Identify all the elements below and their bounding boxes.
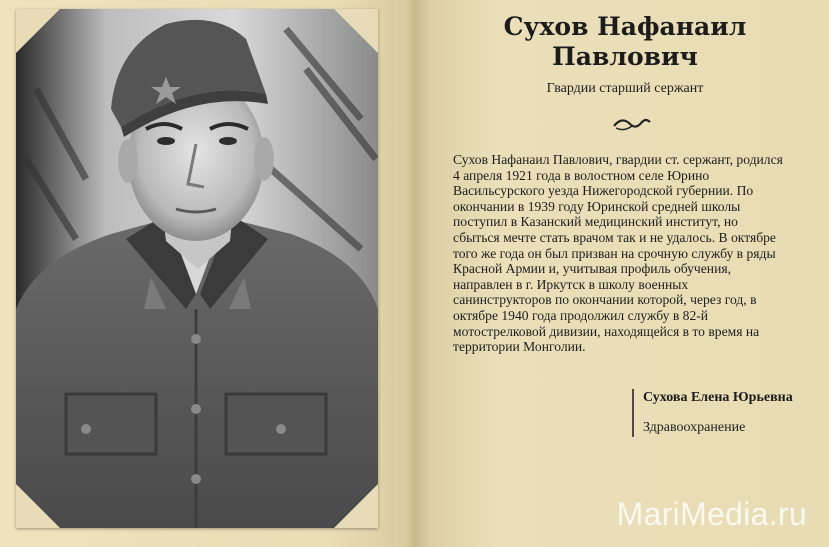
photo-corner-bottom-left [16,484,60,528]
soldier-portrait-image [16,9,378,528]
biography-text: Сухов Нафанаил Павлович, гвардии ст. сержант, родился 4 апреля 1921 года в волостном селе Юрино Васильсурского уезда Нижегородской губернии. По окончании в 1939 году Юринской средней школы поступил в Казанский медицинский институт, но сбыться мечте стать врачом так и не удалось. В октябре того же года он был призван на срочную службу в ряды Красной Армии и, учитывая профиль обучения, направлен в г. Иркутск в школу военных санинструкторов по окончании которой, через год, в октябре 1940 года продолжил службу в 82-й мотострелковой дивизии, находящейся в то время на территории Монголии. [453,152,783,355]
ornament-divider-icon [612,114,652,134]
portrait-photo [16,9,378,528]
photo-corner-top-right [334,9,378,53]
author-name: Сухова Елена Юрьевна [643,390,793,405]
person-name: Сухов Нафанаил Павлович [503,12,747,71]
person-rank: Гвардии старший сержант [546,81,704,96]
photo-corner-top-left [16,9,60,53]
author-block [632,389,793,437]
author-field: Здравоохранение [643,420,746,435]
photo-corner-bottom-right [334,484,378,528]
watermark-logo: MariMedia.ru [616,496,807,532]
